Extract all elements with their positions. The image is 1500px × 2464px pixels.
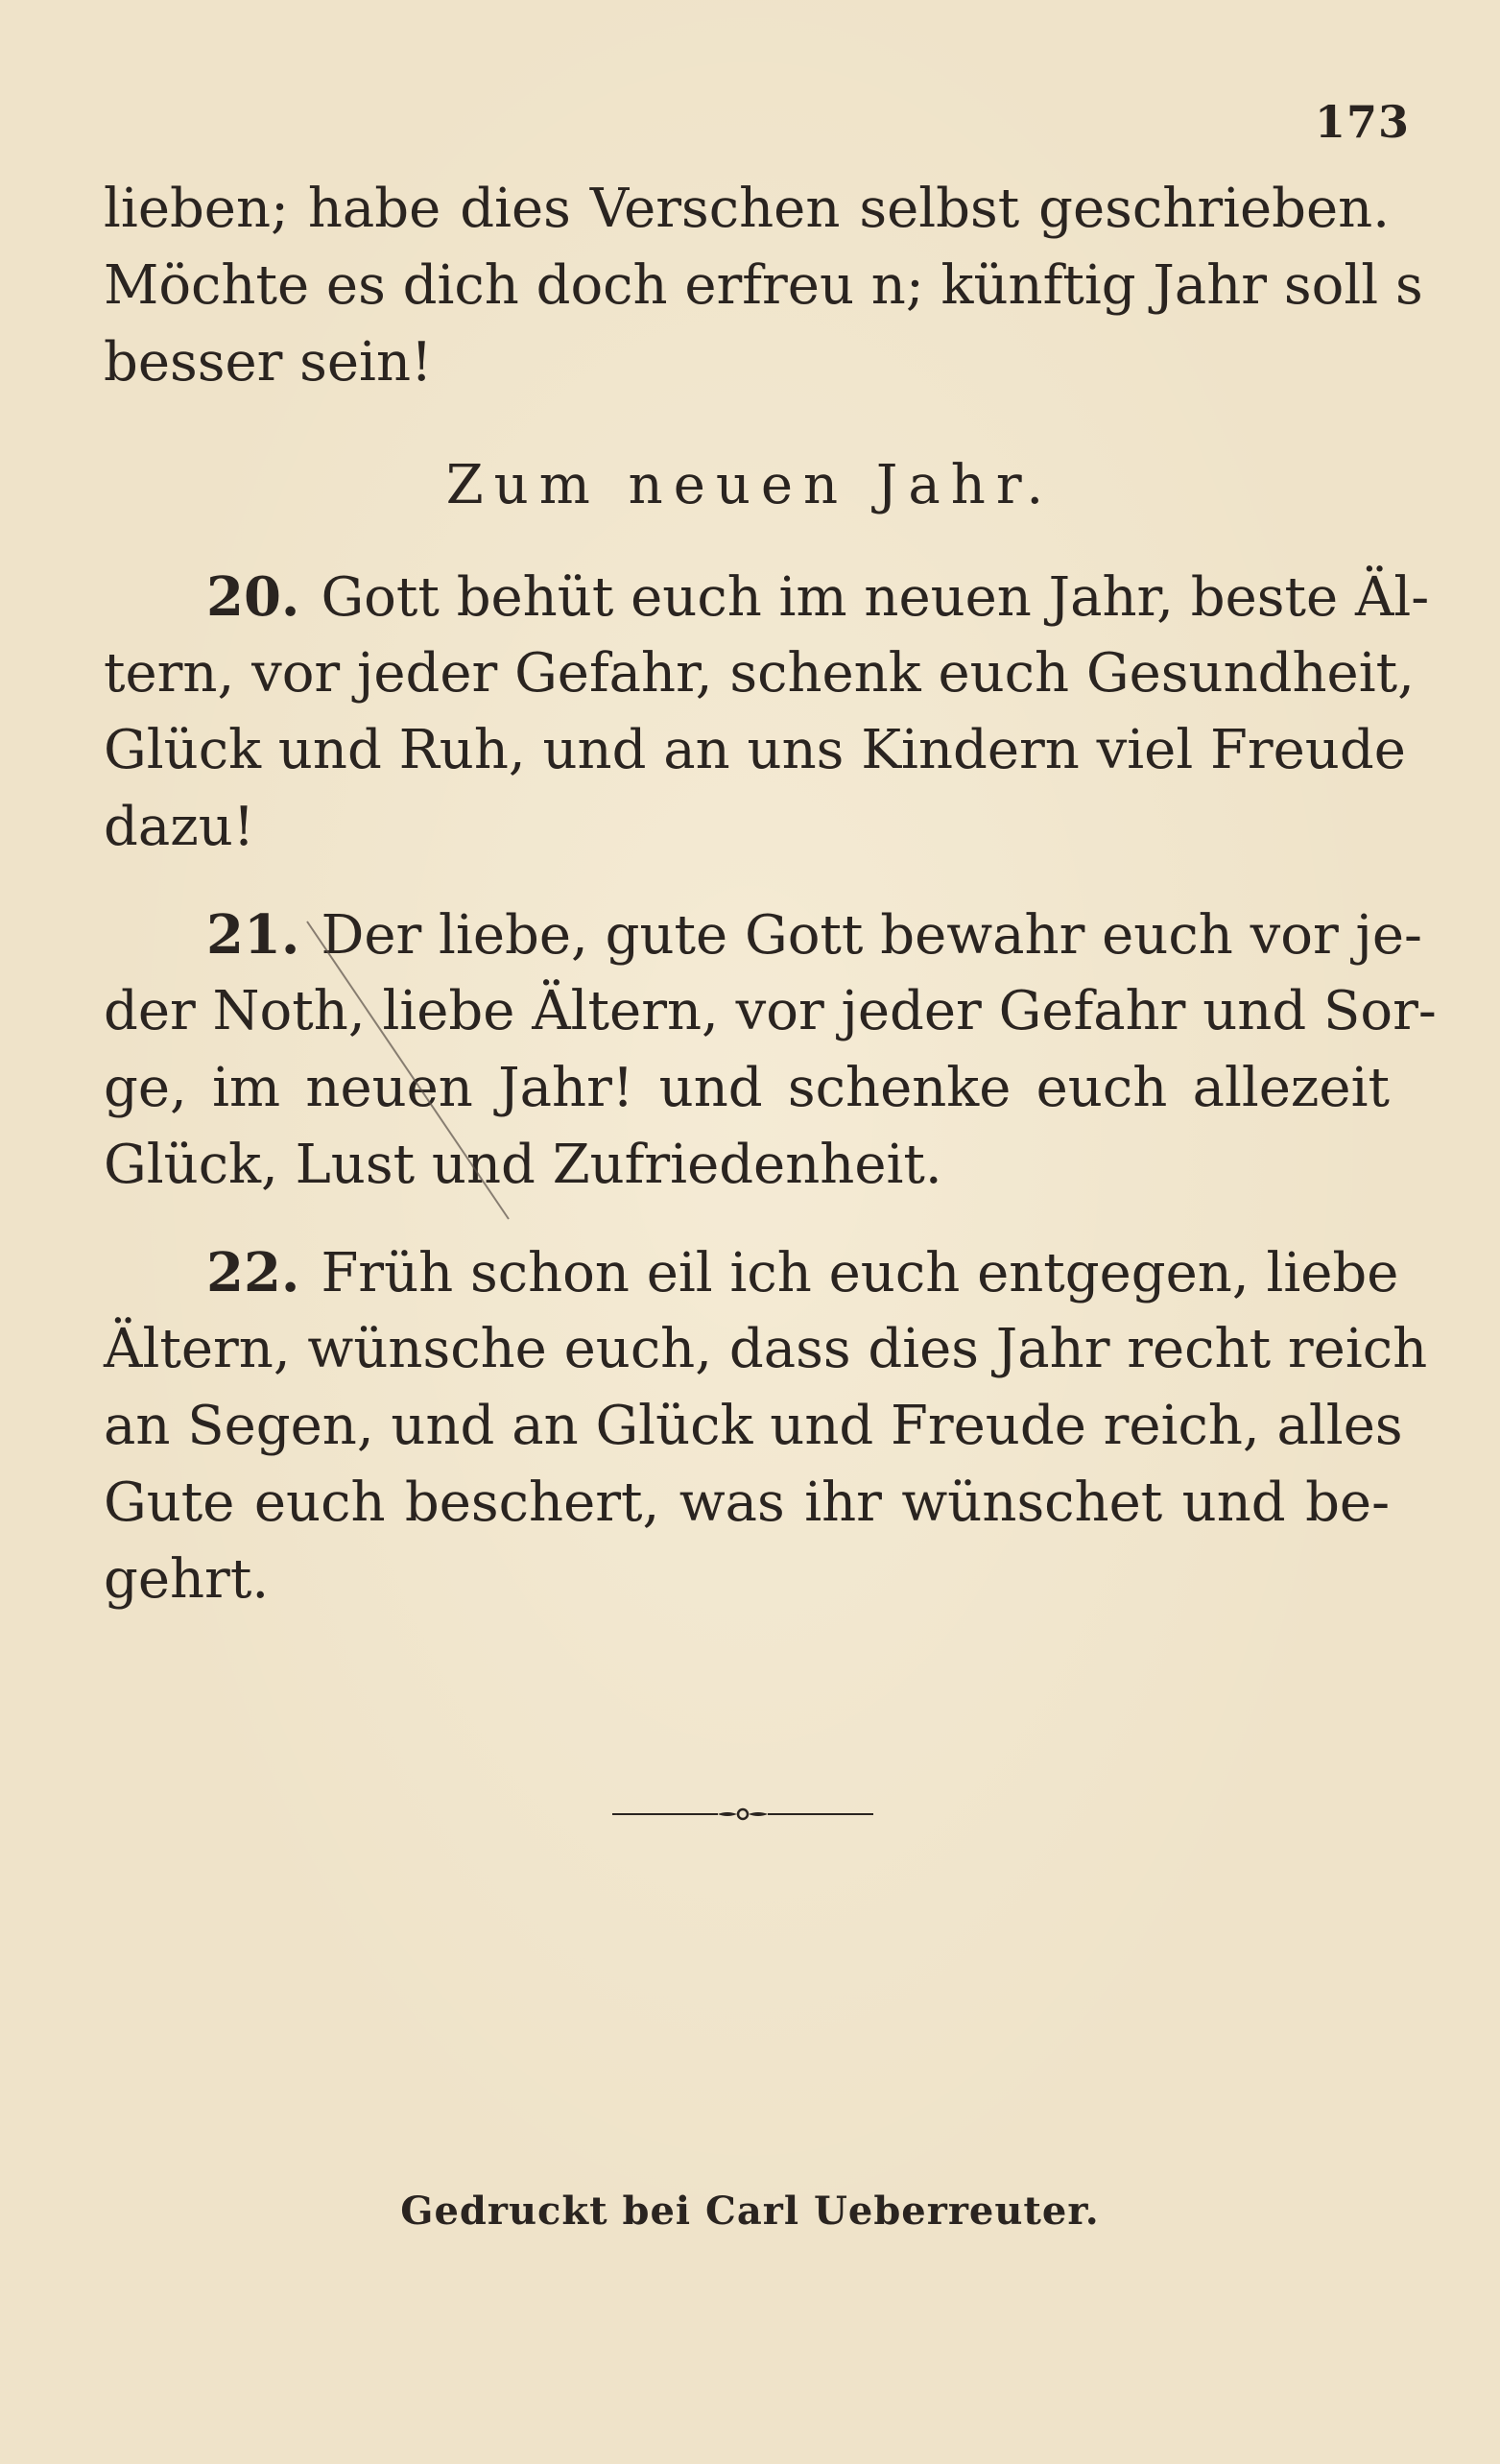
- pencil-mark-icon: [288, 902, 557, 1229]
- text-line: Ältern, wünsche euch, dass dies Jahr recht reich: [104, 1318, 1428, 1380]
- section-heading: Zum neuen Jahr.: [445, 454, 1055, 516]
- verse-text: Der liebe, gute Gott bewahr euch vor je-: [321, 904, 1422, 967]
- text-line: lieben; habe dies Verschen selbst geschrieben.: [104, 178, 1390, 240]
- text-line: Glück und Ruh, und an uns Kindern viel Freude: [104, 719, 1406, 781]
- verse-first-line: [206, 1234, 1399, 1311]
- text-line: ge, im neuen Jahr! und schenke euch allezeit: [104, 1057, 1390, 1119]
- text-line: besser sein!: [104, 331, 433, 394]
- ornament-rule-icon: [612, 1803, 873, 1826]
- text-line: der Noth, liebe Ältern, vor jeder Gefahr und Sor-: [104, 980, 1437, 1042]
- text-line: dazu!: [104, 796, 255, 858]
- verse-text: Gott behüt euch im neuen Jahr, beste Äl-: [321, 566, 1430, 629]
- text-line: Möchte es dich doch erfreu n; künftig Jahr soll s: [104, 254, 1423, 317]
- verse-text: Früh schon eil ich euch entgegen, liebe: [321, 1242, 1399, 1304]
- verse-number: 21.: [206, 903, 300, 967]
- printer-imprint: Gedruckt bei Carl Ueberreuter.: [400, 2189, 1100, 2234]
- text-line: Glück, Lust und Zufriedenheit.: [104, 1134, 942, 1196]
- verse-first-line: [206, 559, 1430, 635]
- text-line: an Segen, und an Glück und Freude reich, alles: [104, 1395, 1403, 1457]
- text-line: tern, vor jeder Gefahr, schenk euch Gesundheit,: [104, 642, 1415, 705]
- text-line: gehrt.: [104, 1548, 270, 1611]
- verse-number: 22.: [206, 1241, 300, 1304]
- text-line: Gute euch beschert, was ihr wünschet und be-: [104, 1471, 1390, 1534]
- verse-number: 20.: [206, 565, 300, 629]
- page-number: 173: [1315, 96, 1411, 148]
